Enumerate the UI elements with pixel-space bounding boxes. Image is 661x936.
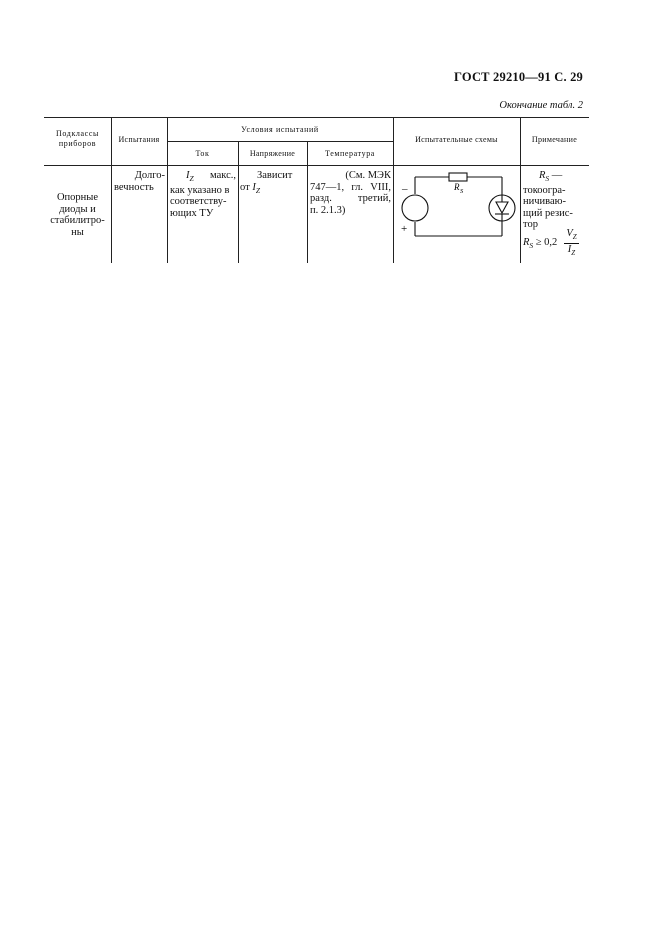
formula-den-sub: Z [571,249,576,258]
formula-lhs-wrap [523,237,557,250]
voltage-prefix: от [240,181,250,193]
source-plus-sign: + [401,223,408,235]
table-top-rule [44,117,589,118]
formula-operator: ≥ 0,2 [535,237,558,248]
notes-symbol: R [539,170,546,181]
cell-test [114,170,165,193]
subclass-line1: Опорные [56,192,99,203]
notes-line3: ничиваю- [523,196,566,208]
current-line4: ющих ТУ [170,207,214,219]
header-notes: Примечание [531,135,578,144]
notes-formula [523,228,587,258]
cell-current [170,170,236,219]
header-current: Ток [195,149,210,158]
header-tests: Испытания [118,135,160,144]
formula-den: I [567,244,572,256]
temperature-line1: (См. МЭК [345,170,391,181]
header-temperature: Температура [325,149,375,158]
cell-notes [523,170,587,231]
temperature-line4: п. 2.1.3) [310,204,346,216]
current-symbol: I [186,170,190,181]
notes-line5: тор [523,219,538,231]
test-line1: Долго- [134,170,165,181]
current-line3: соответству- [170,196,227,208]
diode-triangle [496,202,508,213]
notes-subscript: S [545,174,550,184]
table-continuation-label: Окончание табл. 2 [499,100,583,111]
current-line1 [170,170,236,185]
current-line2: как указано в [170,184,230,196]
col-divider-3 [238,141,239,263]
resistor-label-sub: S [460,188,464,195]
voltage-line2 [240,182,305,197]
header-subclasses [44,129,111,149]
header-voltage: Напряжение [249,149,296,158]
resistor-symbol [449,173,467,181]
document-reference: ГОСТ 29210—91 С. 29 [454,70,583,84]
header-subclasses-line2: приборов [58,139,97,148]
voltage-line1: Зависит [257,170,293,181]
col-divider-2 [167,117,168,263]
cell-voltage [240,170,305,196]
subclass-line2: диоды и [59,203,96,215]
cell-subclass [44,192,111,238]
subclass-line3: стабилитро- [50,215,105,226]
notes-line1 [523,170,587,185]
temperature-line2: 747—1, гл. VIII, [310,181,391,193]
cell-temperature [310,170,391,216]
conditions-sub-rule [167,141,393,142]
notes-line2: токоогра- [523,184,566,196]
voltage-subscript: Z [255,185,260,195]
subclass-line4: ны [71,226,84,238]
current-subscript: Z [189,174,194,184]
formula-num-sub: Z [572,233,577,242]
header-conditions: Условия испытаний [241,125,319,134]
circuit-svg [398,166,516,240]
test-line2: вечность [114,181,154,193]
formula-fraction [564,228,579,259]
voltage-source-symbol [402,195,428,221]
header-schemes: Испытательные схемы [415,135,498,144]
formula-lhs-sub: S [529,241,534,251]
formula-lhs: R [523,237,530,248]
formula-num: V [566,228,573,239]
formula-denominator [564,244,579,259]
test-circuit-diagram [398,166,516,245]
current-line1-rest: макс., [210,170,236,181]
formula-numerator [564,228,579,244]
resistor-label: R [454,182,460,192]
temperature-line3: разд. третий, [310,193,391,204]
notes-dash: — [551,170,563,181]
header-subclasses-line1: Подклассы [56,129,99,138]
notes-line4: щий резис- [523,207,573,219]
voltage-symbol: I [252,181,256,193]
source-minus-sign: – [402,183,408,195]
col-divider-4 [307,141,308,263]
